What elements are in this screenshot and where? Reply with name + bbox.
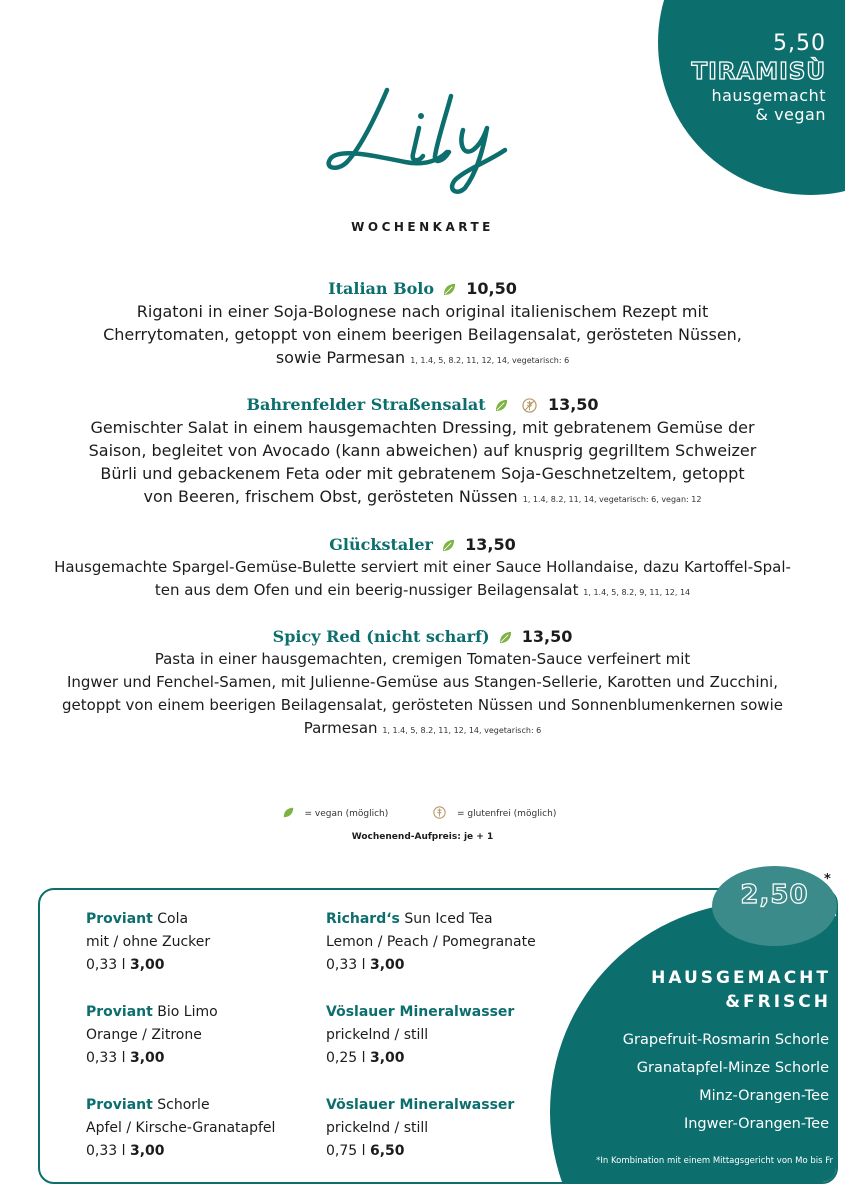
dish-desc-line: Ingwer und Fenchel-Samen, mit Julienne-Gemüse aus Stangen-Sellerie, Karotten und Zucchini, [66,673,778,691]
dish-desc-line: sowie Parmesan [275,348,406,367]
menu-subtitle: WOCHENKARTE [351,220,494,234]
drink-variant: Lemon / Peach / Pomegranate [326,934,536,950]
drink-price: 3,00 [129,1143,165,1159]
drink-item [86,1094,275,1163]
drink-item [326,1001,514,1070]
drink-size: 0,33 l [326,957,370,973]
vegan-leaf-icon [442,539,455,552]
dish-desc-line: Bürli und gebackenem Feta oder mit gebratenem Soja-Geschnetzeltem, getoppt [100,464,745,483]
dish-allergens: 1, 1.4, 8.2, 11, 14, vegetarisch: 6, vegan: 12 [522,495,702,504]
dish-price: 13,50 [547,395,599,414]
drink-brand: Vöslauer Mineralwasser [326,1097,515,1113]
homemade-item: Granatapfel-Minze Schorle [636,1060,829,1076]
vegan-leaf-icon [443,283,456,296]
promo-price: 5,50 [773,31,826,56]
dish-allergens: 1, 1.4, 5, 8.2, 11, 12, 14, vegetarisch: 6 [382,726,542,735]
dish-name: Bahrenfelder Straßensalat [246,395,486,414]
homemade-title-line1: HAUSGEMACHT [651,968,831,988]
drink-brand: Proviant [86,1097,153,1113]
promo-tiramisu [692,30,826,124]
drink-price: 6,50 [369,1143,405,1159]
dish-desc-line: Rigatoni in einer Soja-Bolognese nach original italienischem Rezept mit [136,302,709,321]
glutenfree-icon [522,398,537,413]
homemade-price: 2,50 [740,880,809,910]
promo-line2: & vegan [755,105,826,124]
dish-desc-line: getoppt von einem beerigen Beilagensalat, gerösteten Nüssen und Sonnenblumenkernen sowie [62,696,783,714]
drink-name: Cola [152,911,189,927]
drink-size: 0,33 l [86,1143,130,1159]
legend-glutenfree: = glutenfrei (möglich) [457,809,557,819]
dish-allergens: 1, 1.4, 5, 8.2, 9, 11, 12, 14 [583,588,691,597]
drink-size: 0,25 l [326,1050,370,1066]
dish-desc-line: Cherrytomaten, getoppt von einem beerigen Beilagensalat, gerösteten Nüssen, [103,325,742,344]
drink-name: Bio Limo [152,1004,218,1020]
drink-name: Sun Iced Tea [399,911,493,927]
drink-size: 0,33 l [86,1050,130,1066]
vegan-leaf-icon [495,399,508,412]
promo-name: TIRAMISÙ [691,59,826,85]
drink-name: Schorle [152,1097,210,1113]
vegan-leaf-icon [499,631,512,644]
legend-vegan: = vegan (möglich) [304,809,389,819]
drink-price: 3,00 [129,1050,165,1066]
dish-price: 13,50 [465,535,516,554]
drink-variant: Apfel / Kirsche-Granatapfel [86,1120,276,1136]
drink-price: 3,00 [369,957,405,973]
homemade-title [651,966,831,1014]
dish-desc-line: Pasta in einer hausgemachten, cremigen Tomaten-Sauce verfeinert mit [154,650,691,668]
drink-brand: Proviant [86,911,153,927]
homemade-item: Grapefruit-Rosmarin Schorle [622,1032,829,1048]
promo-line1: hausgemacht [711,86,826,105]
weekend-surcharge: Wochenend-Aufpreis: je + 1 [351,832,494,842]
drink-variant: prickelnd / still [326,1027,429,1043]
drink-variant: Orange / Zitrone [86,1027,202,1043]
dish-italian-bolo [40,278,805,372]
dish-name: Spicy Red (nicht scharf) [272,627,490,646]
dish-bahrenfelder-strassensalat [40,394,805,511]
drink-item [326,908,536,977]
homemade-items [623,1026,829,1138]
dish-desc-line: Gemischter Salat in einem hausgemachten Dressing, mit gebratenem Gemüse der [90,418,755,437]
homemade-asterisk: * [824,872,831,887]
vegan-leaf-icon [283,807,294,818]
homemade-footnote: *In Kombination mit einem Mittagsgericht von Mo bis Fr [596,1156,833,1166]
drink-item [86,1001,218,1070]
drink-brand: Richard‘s [326,911,400,927]
drink-size: 0,33 l [86,957,130,973]
dish-name: Glückstaler [329,535,433,554]
homemade-item: Ingwer-Orangen-Tee [683,1116,829,1132]
dish-spicy-red [40,626,805,742]
dish-desc-line: ten aus dem Ofen und ein beerig-nussiger Beilagensalat [154,581,579,599]
dish-desc-line: Hausgemachte Spargel-Gemüse-Bulette serviert mit einer Sauce Hollandaise, dazu Kartoffel-Spal- [54,558,791,576]
dish-price: 13,50 [521,627,573,646]
drink-item [86,908,210,977]
dish-price: 10,50 [466,279,517,298]
glutenfree-icon [433,806,446,819]
drink-brand: Proviant [86,1004,153,1020]
dish-desc-line: Saison, begleitet von Avocado (kann abweichen) auf knusprig gegrilltem Schweizer [88,441,757,460]
drink-variant: mit / ohne Zucker [86,934,211,950]
lily-logo [315,78,535,198]
homemade-title-line2: &FRISCH [725,992,831,1012]
legend [0,806,845,819]
dish-desc-line: von Beeren, frischem Obst, gerösteten Nüssen [143,487,518,506]
drink-price: 3,00 [369,1050,405,1066]
dish-desc-line: Parmesan [303,719,378,737]
dish-allergens: 1, 1.4, 5, 8.2, 11, 12, 14, vegetarisch: 6 [410,356,570,365]
drink-brand: Vöslauer Mineralwasser [326,1004,515,1020]
dish-glueckstaler [40,534,805,604]
drink-size: 0,75 l [326,1143,370,1159]
dish-name: Italian Bolo [328,279,435,298]
drink-item [326,1094,514,1163]
homemade-item: Minz-Orangen-Tee [699,1088,829,1104]
drink-price: 3,00 [129,957,165,973]
drink-variant: prickelnd / still [326,1120,429,1136]
